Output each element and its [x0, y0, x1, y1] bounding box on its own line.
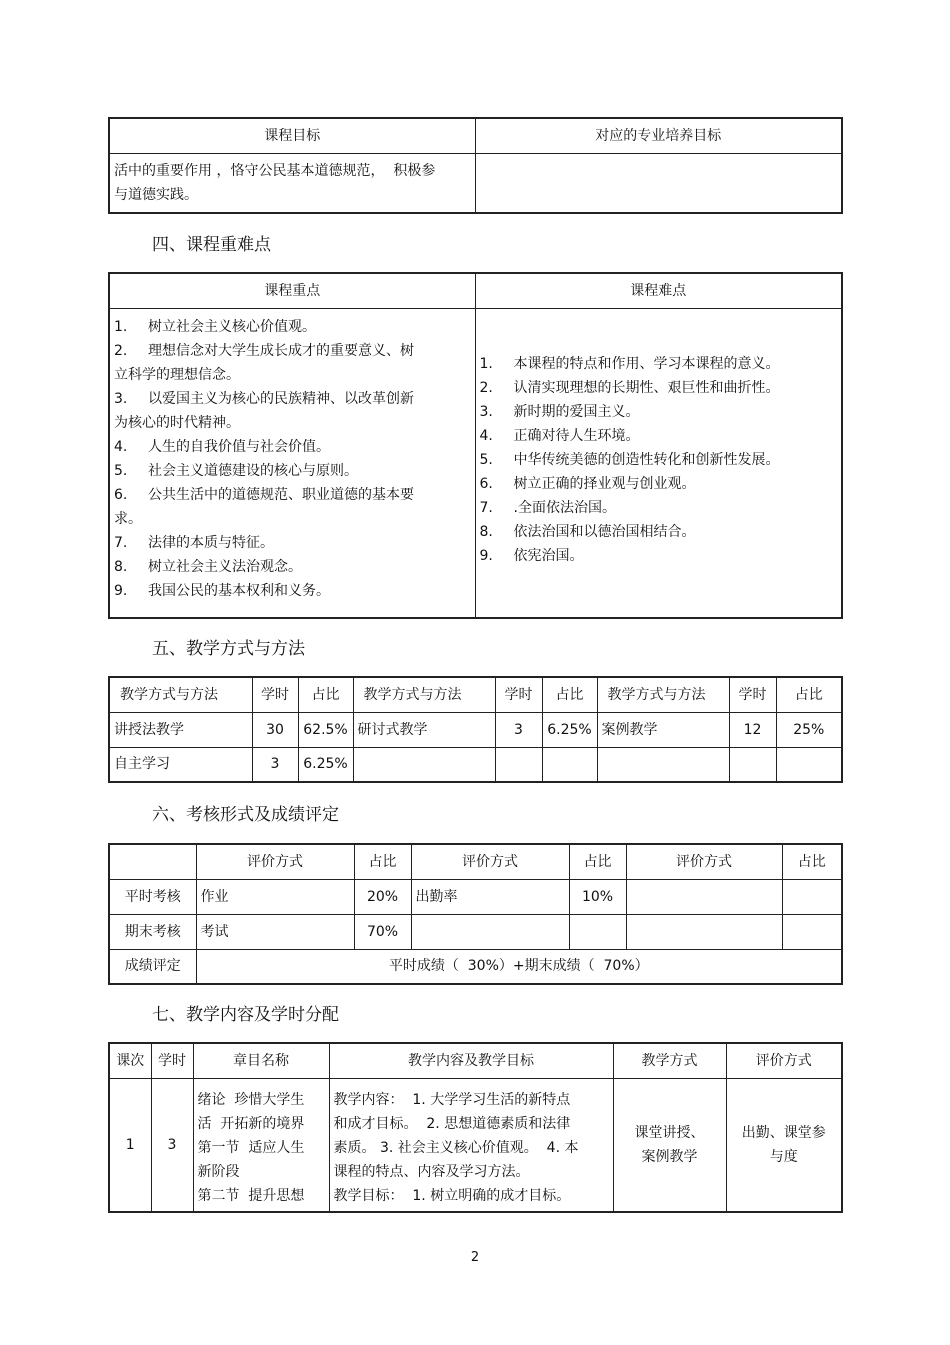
assessment-row — [109, 879, 842, 914]
teaching-methods-header-cell: 占比 — [776, 677, 842, 712]
assessment-header-cell: 评价方式 — [626, 844, 782, 879]
key-point-item-text: 我国公民的基本权利和义务。 — [148, 582, 330, 599]
content-schedule-table — [108, 1042, 843, 1213]
teaching-methods-row — [109, 712, 842, 747]
goals-cell-empty — [475, 153, 842, 213]
assessment-header-cell: 评价方式 — [411, 844, 569, 879]
teaching-methods-header-row — [109, 677, 842, 712]
teaching-methods-header-cell: 教学方式与方法 — [353, 677, 495, 712]
teaching-methods-cell — [776, 747, 842, 782]
key-point-item — [114, 459, 471, 483]
teaching-methods-cell: 12 — [729, 712, 776, 747]
content-goal-line: 教学内容： 1. 大学学习生活的新特点 — [333, 1091, 571, 1108]
teaching-methods-header-cell: 学时 — [252, 677, 298, 712]
difficult-point-item — [480, 376, 838, 400]
assessment-cell: 10% — [569, 879, 626, 914]
difficult-point-item — [480, 352, 838, 376]
key-point-item-text: 公共生活中的道德规范、职业道德的基本要 — [148, 486, 414, 503]
evaluation-method-cell — [726, 1078, 842, 1212]
content-schedule-header-row — [109, 1043, 842, 1078]
teaching-methods-cell: 30 — [252, 712, 298, 747]
content-schedule-header-cell: 学时 — [151, 1043, 193, 1078]
difficult-point-item-text: .全面依法治国。 — [513, 499, 616, 516]
key-point-item-number: 5. — [114, 462, 128, 479]
teaching-methods-header-cell: 学时 — [729, 677, 776, 712]
key-point-item — [114, 339, 471, 387]
assessment-cell — [782, 914, 842, 949]
assessment-cell — [411, 914, 569, 949]
content-goal-line: 素质。 3. 社会主义核心价值观。 4. 本 — [333, 1139, 579, 1156]
key-point-item-number: 3. — [114, 390, 128, 407]
teaching-methods-header-cell: 学时 — [495, 677, 542, 712]
key-point-item-number: 1. — [114, 318, 128, 335]
difficult-point-item — [480, 448, 838, 472]
chapter-name-cell — [193, 1078, 329, 1212]
difficult-point-item — [480, 424, 838, 448]
difficult-point-item — [480, 400, 838, 424]
key-difficult-table — [108, 272, 843, 619]
assessment-cell: 期末考核 — [109, 914, 196, 949]
assessment-row — [109, 914, 842, 949]
teaching-method-line: 课堂讲授、 — [634, 1124, 705, 1141]
assessment-header-cell: 占比 — [782, 844, 842, 879]
section4-title: 四、课程重难点 — [152, 235, 271, 255]
content-schedule-header-cell: 课次 — [109, 1043, 151, 1078]
key-points-list — [114, 315, 471, 603]
assessment-header-cell: 占比 — [569, 844, 626, 879]
goals-text-line1: 活中的重要作用 ，恪守公民基本道德规范， 积极参 — [114, 162, 436, 179]
assessment-cell: 70% — [354, 914, 411, 949]
assessment-header-row — [109, 844, 842, 879]
teaching-methods-cell: 讲授法教学 — [109, 712, 252, 747]
difficult-point-item-text: 树立正确的择业观与创业观。 — [513, 475, 696, 492]
key-points-header: 课程重点 — [109, 273, 475, 308]
key-point-item-number: 9. — [114, 582, 128, 599]
teaching-methods-row — [109, 747, 842, 782]
chapter-name-line: 第二节 提升思想 — [197, 1187, 305, 1204]
difficult-point-item-number: 7. — [479, 499, 493, 516]
difficult-points-cell — [475, 308, 842, 618]
difficult-point-item — [480, 496, 838, 520]
difficult-points-header: 课程难点 — [475, 273, 842, 308]
key-points-cell — [109, 308, 475, 618]
key-point-item-text: 以爱国主义为核心的民族精神、以改革创新 — [148, 390, 414, 407]
difficult-point-item-number: 6. — [479, 475, 493, 492]
assessment-header-cell — [109, 844, 196, 879]
assessment-cell: 平时考核 — [109, 879, 196, 914]
teaching-methods-cell: 62.5% — [298, 712, 353, 747]
content-schedule-header-cell: 章目名称 — [193, 1043, 329, 1078]
difficult-point-item — [480, 520, 838, 544]
teaching-methods-header-cell: 占比 — [542, 677, 597, 712]
difficult-point-item-text: 中华传统美德的创造性转化和创新性发展。 — [513, 451, 780, 468]
teaching-methods-cell: 研讨式教学 — [353, 712, 495, 747]
key-point-item-continuation: 为核心的时代精神。 — [114, 414, 240, 431]
teaching-methods-cell: 3 — [252, 747, 298, 782]
teaching-methods-table — [108, 676, 843, 783]
teaching-methods-cell — [495, 747, 542, 782]
content-schedule-header-cell: 教学方式 — [613, 1043, 726, 1078]
goals-cell-text — [109, 153, 475, 213]
key-point-item-number: 4. — [114, 438, 128, 455]
chapter-name-line: 活 开拓新的境界 — [197, 1115, 305, 1132]
content-goal-line: 和成才目标。 2. 思想道德素质和法律 — [333, 1115, 571, 1132]
difficult-point-item-number: 3. — [479, 403, 493, 420]
teaching-methods-cell — [597, 747, 729, 782]
key-point-item — [114, 555, 471, 579]
key-point-item-text: 人生的自我价值与社会价值。 — [148, 438, 330, 455]
difficult-point-item-number: 1. — [479, 355, 493, 372]
key-point-item-text: 社会主义道德建设的核心与原则。 — [148, 462, 358, 479]
lesson-number: 1 — [109, 1078, 151, 1212]
assessment-table — [108, 843, 843, 985]
assessment-header-cell: 占比 — [354, 844, 411, 879]
final-grade-label: 成绩评定 — [109, 949, 196, 984]
key-point-item — [114, 387, 471, 435]
difficult-point-item-text: 认清实现理想的长期性、艰巨性和曲折性。 — [513, 379, 780, 396]
goals-header-major-goal: 对应的专业培养目标 — [475, 118, 842, 153]
key-point-item-number: 8. — [114, 558, 128, 575]
teaching-methods-header-cell: 占比 — [298, 677, 353, 712]
difficult-point-item-number: 2. — [479, 379, 493, 396]
assessment-cell — [569, 914, 626, 949]
teaching-methods-cell — [729, 747, 776, 782]
chapter-name-line: 绪论 珍惜大学生 — [197, 1091, 305, 1108]
key-point-item-number: 7. — [114, 534, 128, 551]
teaching-methods-cell: 6.25% — [542, 712, 597, 747]
section6-title: 六、考核形式及成绩评定 — [152, 805, 339, 825]
difficult-point-item-number: 8. — [479, 523, 493, 540]
evaluation-method-line: 与度 — [769, 1148, 798, 1165]
difficult-point-item-number: 9. — [479, 547, 493, 564]
teaching-methods-cell: 25% — [776, 712, 842, 747]
assessment-cell — [782, 879, 842, 914]
course-goals-table — [108, 117, 843, 214]
key-point-item-number: 6. — [114, 486, 128, 503]
section7-title: 七、教学内容及学时分配 — [152, 1005, 339, 1025]
content-goal-line: 教学目标： 1. 树立明确的成才目标。 — [333, 1187, 571, 1204]
difficult-point-item — [480, 544, 838, 568]
assessment-cell: 20% — [354, 879, 411, 914]
teaching-methods-header-cell: 教学方式与方法 — [597, 677, 729, 712]
key-point-item-text: 理想信念对大学生成长成才的重要意义、树 — [148, 342, 414, 359]
teaching-methods-header-cell: 教学方式与方法 — [109, 677, 252, 712]
teaching-methods-cell — [542, 747, 597, 782]
key-point-item — [114, 531, 471, 555]
goals-text-line2: 与道德实践。 — [114, 186, 198, 203]
key-point-item — [114, 579, 471, 603]
key-point-item-text: 树立社会主义核心价值观。 — [148, 318, 316, 335]
difficult-point-item — [480, 472, 838, 496]
key-point-item-continuation: 求。 — [114, 510, 142, 527]
assessment-cell: 出勤率 — [411, 879, 569, 914]
key-point-item — [114, 483, 471, 531]
lesson-hours: 3 — [151, 1078, 193, 1212]
evaluation-method-line: 出勤、课堂参 — [741, 1124, 826, 1141]
key-point-item-text: 树立社会主义法治观念。 — [148, 558, 302, 575]
difficult-point-item-text: 依宪治国。 — [513, 547, 584, 564]
page-number: 2 — [470, 1250, 480, 1265]
difficult-point-item-text: 本课程的特点和作用、学习本课程的意义。 — [513, 355, 780, 372]
teaching-methods-cell: 案例教学 — [597, 712, 729, 747]
assessment-cell — [626, 914, 782, 949]
content-goals-cell — [329, 1078, 613, 1212]
key-point-item — [114, 315, 471, 339]
chapter-name-line: 新阶段 — [197, 1163, 240, 1180]
assessment-cell: 作业 — [196, 879, 354, 914]
content-goal-line: 课程的特点、内容及学习方法。 — [333, 1163, 530, 1180]
content-schedule-header-cell: 评价方式 — [726, 1043, 842, 1078]
teaching-method-line: 案例教学 — [641, 1148, 698, 1165]
final-grade-formula: 平时成绩（ 30%）+期末成绩（ 70%） — [196, 949, 842, 984]
difficult-point-item-text: 正确对待人生环境。 — [513, 427, 640, 444]
key-point-item — [114, 435, 471, 459]
difficult-point-item-number: 5. — [479, 451, 493, 468]
difficult-point-item-text: 依法治国和以德治国相结合。 — [513, 523, 696, 540]
content-schedule-header-cell: 教学内容及教学目标 — [329, 1043, 613, 1078]
section5-title: 五、教学方式与方法 — [152, 639, 305, 659]
key-point-item-text: 法律的本质与特征。 — [148, 534, 274, 551]
key-point-item-continuation: 立科学的理想信念。 — [114, 366, 240, 383]
teaching-methods-cell — [353, 747, 495, 782]
teaching-method-cell — [613, 1078, 726, 1212]
key-point-item-number: 2. — [114, 342, 128, 359]
difficult-point-item-text: 新时期的爱国主义。 — [513, 403, 640, 420]
assessment-cell — [626, 879, 782, 914]
teaching-methods-cell: 3 — [495, 712, 542, 747]
difficult-points-list — [480, 352, 838, 568]
assessment-header-cell: 评价方式 — [196, 844, 354, 879]
chapter-name-line: 第一节 适应人生 — [197, 1139, 305, 1156]
assessment-cell: 考试 — [196, 914, 354, 949]
goals-header-course-goal: 课程目标 — [109, 118, 475, 153]
teaching-methods-cell: 自主学习 — [109, 747, 252, 782]
teaching-methods-cell: 6.25% — [298, 747, 353, 782]
difficult-point-item-number: 4. — [479, 427, 493, 444]
